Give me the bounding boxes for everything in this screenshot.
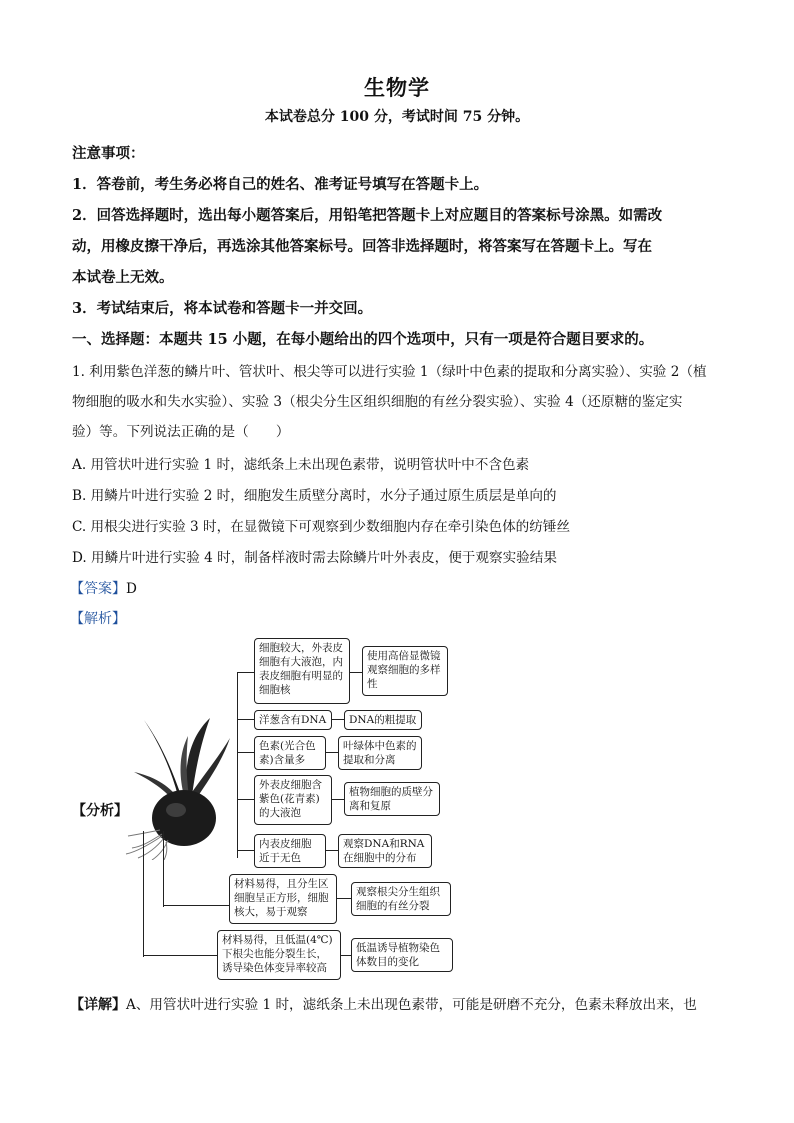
option-d: D. 用鳞片叶进行实验 4 时，制备样液时需去除鳞片叶外表皮，便于观察实验结果 [72,550,557,566]
analysis-tag: 【解析】 [70,611,126,627]
fenxi-tag: 【分析】 [72,803,128,819]
feature-box-inner-epidermis: 内表皮细胞近于无色 [254,834,326,868]
exam-info: 本试卷总分 100 分，考试时间 75 分钟。 [264,109,530,125]
feature-box-cell-size: 细胞较大，外表皮细胞有大液泡，内表皮细胞有明显的细胞核 [254,638,350,704]
feature-box-pigment: 色素(光合色素)含量多 [254,736,326,770]
notice-item-2: 2．回答选择题时，选出每小题答案后，用铅笔把答题卡上对应题目的答案标号涂黑。如需改 [72,207,663,224]
notice-item-1: 1．答卷前，考生务必将自己的姓名、准考证号填写在答题卡上。 [72,176,489,193]
question-stem-line-1: 1. 利用紫色洋葱的鳞片叶、管状叶、根尖等可以进行实验 1（绿叶中色素的提取和分离实验）、实验 2（植 [72,364,707,380]
notice-heading: 注意事项： [72,145,145,162]
experiment-box-pigment-separation: 叶绿体中色素的提取和分离 [338,736,422,770]
notice-item-2-cont: 动，用橡皮擦干净后，再选涂其他答案标号。回答非选择题时，将答案写在答题卡上。写在 [72,238,652,255]
feature-box-dna: 洋葱含有DNA [254,710,332,730]
section-heading: 一、选择题：本题共 15 小题，在每小题给出的四个选项中，只有一项是符合题目要求的。 [72,331,654,348]
experiment-box-low-temp: 低温诱导植物染色体数目的变化 [351,938,453,972]
feature-box-low-temp: 材料易得，且低温(4℃)下根尖也能分裂生长，诱导染色体变异率较高 [217,930,341,980]
answer-line [70,578,137,598]
option-a: A. 用管状叶进行实验 1 时，滤纸条上未出现色素带，说明管状叶中不含色素 [72,457,530,473]
notice-item-2-end: 本试卷上无效。 [72,269,174,286]
option-c: C. 用根尖进行实验 3 时，在显微镜下可观察到少数细胞内存在牵引染色体的纺锤丝 [72,519,571,535]
experiment-box-dna-rna: 观察DNA和RNA在细胞中的分布 [338,834,432,868]
experiment-diagram [76,628,496,988]
question-stem-line-2: 物细胞的吸水和失水实验）、实验 3（根尖分生区组织细胞的有丝分裂实验）、实验 4（还原糖的鉴定实 [72,394,683,410]
page-title: 生物学 [364,75,430,100]
experiment-box-microscope: 使用高倍显微镜观察细胞的多样性 [362,646,448,696]
detail-line [70,993,697,1014]
onion-illustration-icon [122,710,242,860]
experiment-box-mitosis: 观察根尖分生组织细胞的有丝分裂 [351,882,451,916]
experiment-box-plasmolysis: 植物细胞的质壁分离和复原 [344,782,440,816]
answer-value: D [126,581,137,597]
feature-box-root-tip: 材料易得，且分生区细胞呈正方形，细胞核大，易于观察 [229,874,337,924]
answer-tag: 【答案】 [70,581,126,597]
notice-item-3: 3．考试结束后，将本试卷和答题卡一并交回。 [72,300,373,317]
option-b: B. 用鳞片叶进行实验 2 时，细胞发生质壁分离时，水分子通过原生质层是单向的 [72,488,557,504]
feature-box-vacuole: 外表皮细胞含紫色(花青素)的大液泡 [254,775,332,825]
question-stem-line-3: 验）等。下列说法正确的是（ ） [72,424,290,440]
experiment-box-dna-extraction: DNA的粗提取 [344,710,422,730]
detail-tag: 【详解】 [70,997,126,1013]
detail-text: A、用管状叶进行实验 1 时，滤纸条上未出现色素带，可能是研磨不充分，色素未释放出来，也 [126,997,697,1013]
